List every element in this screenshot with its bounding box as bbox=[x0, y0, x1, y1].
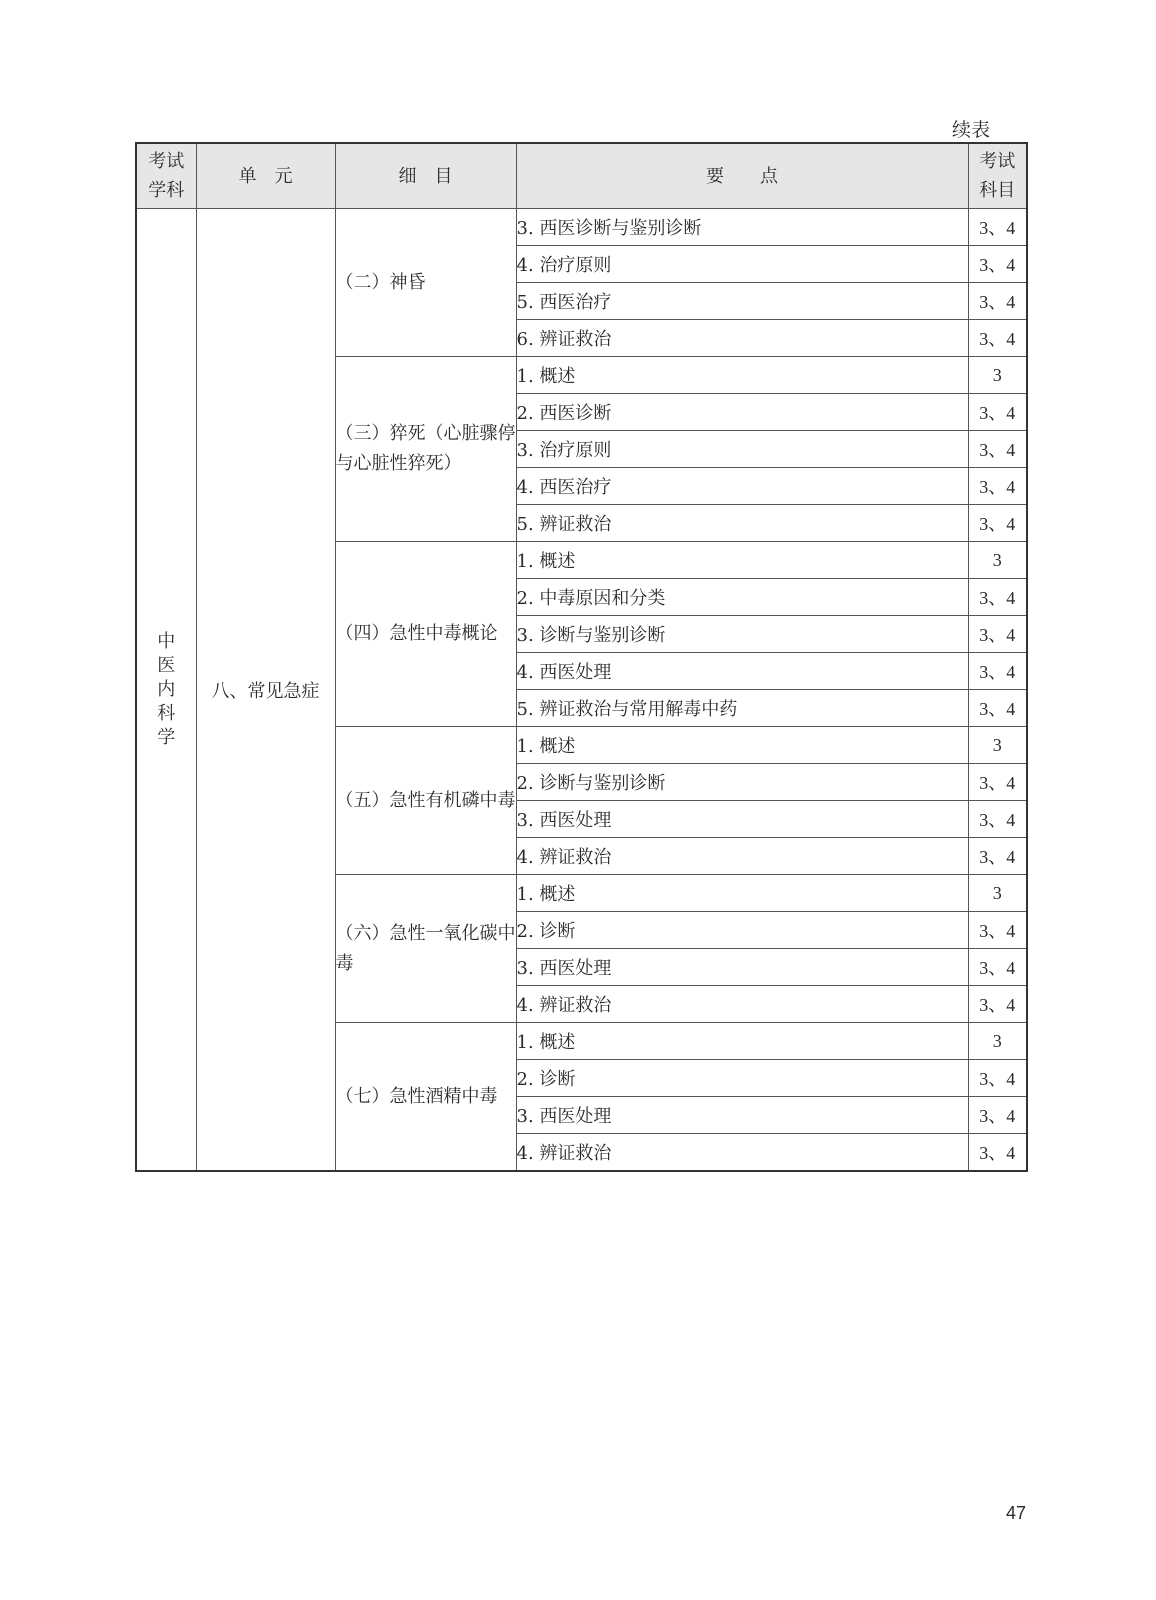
point-cell: 4. 辨证救治 bbox=[516, 838, 968, 875]
unit-cell: 八、常见急症 bbox=[196, 209, 335, 1172]
exam-code-cell: 3 bbox=[968, 542, 1027, 579]
exam-code-cell: 3、4 bbox=[968, 246, 1027, 283]
exam-code-cell: 3 bbox=[968, 727, 1027, 764]
point-cell: 4. 西医治疗 bbox=[516, 468, 968, 505]
point-cell: 1. 概述 bbox=[516, 875, 968, 912]
syllabus-table bbox=[135, 142, 1028, 1172]
point-cell: 5. 辨证救治 bbox=[516, 505, 968, 542]
table-row bbox=[136, 209, 1027, 246]
point-cell: 1. 概述 bbox=[516, 727, 968, 764]
exam-code-cell: 3、4 bbox=[968, 394, 1027, 431]
point-cell: 4. 西医处理 bbox=[516, 653, 968, 690]
exam-code-cell: 3、4 bbox=[968, 949, 1027, 986]
exam-code-cell: 3、4 bbox=[968, 764, 1027, 801]
subject-cell bbox=[136, 209, 196, 1172]
detail-cell: （六）急性一氧化碳中毒 bbox=[335, 875, 516, 1023]
point-cell: 3. 西医诊断与鉴别诊断 bbox=[516, 209, 968, 246]
exam-code-cell: 3、4 bbox=[968, 1060, 1027, 1097]
point-cell: 5. 辨证救治与常用解毒中药 bbox=[516, 690, 968, 727]
header-points: 要 点 bbox=[516, 143, 968, 209]
point-cell: 2. 中毒原因和分类 bbox=[516, 579, 968, 616]
exam-code-cell: 3、4 bbox=[968, 616, 1027, 653]
header-unit: 单 元 bbox=[196, 143, 335, 209]
exam-code-cell: 3、4 bbox=[968, 283, 1027, 320]
exam-code-cell: 3、4 bbox=[968, 320, 1027, 357]
detail-cell: （四）急性中毒概论 bbox=[335, 542, 516, 727]
page-number: 47 bbox=[1006, 1503, 1027, 1523]
point-cell: 2. 诊断 bbox=[516, 912, 968, 949]
header-row bbox=[136, 143, 1027, 209]
point-cell: 1. 概述 bbox=[516, 542, 968, 579]
point-cell: 2. 诊断 bbox=[516, 1060, 968, 1097]
subject-label: 中医内科学 bbox=[157, 630, 176, 748]
point-cell: 3. 治疗原则 bbox=[516, 431, 968, 468]
point-cell: 2. 西医诊断 bbox=[516, 394, 968, 431]
detail-cell: （五）急性有机磷中毒 bbox=[335, 727, 516, 875]
header-subject: 考试 学科 bbox=[136, 143, 196, 209]
point-cell: 3. 西医处理 bbox=[516, 801, 968, 838]
exam-code-cell: 3、4 bbox=[968, 912, 1027, 949]
exam-code-cell: 3、4 bbox=[968, 838, 1027, 875]
point-cell: 4. 辨证救治 bbox=[516, 1134, 968, 1172]
point-cell: 1. 概述 bbox=[516, 357, 968, 394]
exam-code-cell: 3、4 bbox=[968, 801, 1027, 838]
detail-cell: （三）猝死（心脏骤停与心脏性猝死） bbox=[335, 357, 516, 542]
exam-code-cell: 3、4 bbox=[968, 653, 1027, 690]
table-caption: 续表 bbox=[952, 119, 991, 141]
exam-code-cell: 3 bbox=[968, 1023, 1027, 1060]
header-detail: 细 目 bbox=[335, 143, 516, 209]
exam-code-cell: 3、4 bbox=[968, 986, 1027, 1023]
exam-code-cell: 3 bbox=[968, 357, 1027, 394]
exam-code-cell: 3、4 bbox=[968, 431, 1027, 468]
exam-code-cell: 3、4 bbox=[968, 579, 1027, 616]
exam-code-cell: 3、4 bbox=[968, 690, 1027, 727]
detail-cell: （七）急性酒精中毒 bbox=[335, 1023, 516, 1172]
exam-code-cell: 3、4 bbox=[968, 505, 1027, 542]
header-exam: 考试 科目 bbox=[968, 143, 1027, 209]
exam-code-cell: 3、4 bbox=[968, 209, 1027, 246]
point-cell: 5. 西医治疗 bbox=[516, 283, 968, 320]
exam-code-cell: 3、4 bbox=[968, 1097, 1027, 1134]
point-cell: 3. 西医处理 bbox=[516, 949, 968, 986]
point-cell: 6. 辨证救治 bbox=[516, 320, 968, 357]
point-cell: 4. 治疗原则 bbox=[516, 246, 968, 283]
point-cell: 4. 辨证救治 bbox=[516, 986, 968, 1023]
exam-code-cell: 3 bbox=[968, 875, 1027, 912]
exam-code-cell: 3、4 bbox=[968, 1134, 1027, 1172]
point-cell: 3. 西医处理 bbox=[516, 1097, 968, 1134]
table-body bbox=[136, 209, 1027, 1172]
point-cell: 3. 诊断与鉴别诊断 bbox=[516, 616, 968, 653]
exam-code-cell: 3、4 bbox=[968, 468, 1027, 505]
detail-cell: （二）神昏 bbox=[335, 209, 516, 357]
point-cell: 2. 诊断与鉴别诊断 bbox=[516, 764, 968, 801]
point-cell: 1. 概述 bbox=[516, 1023, 968, 1060]
